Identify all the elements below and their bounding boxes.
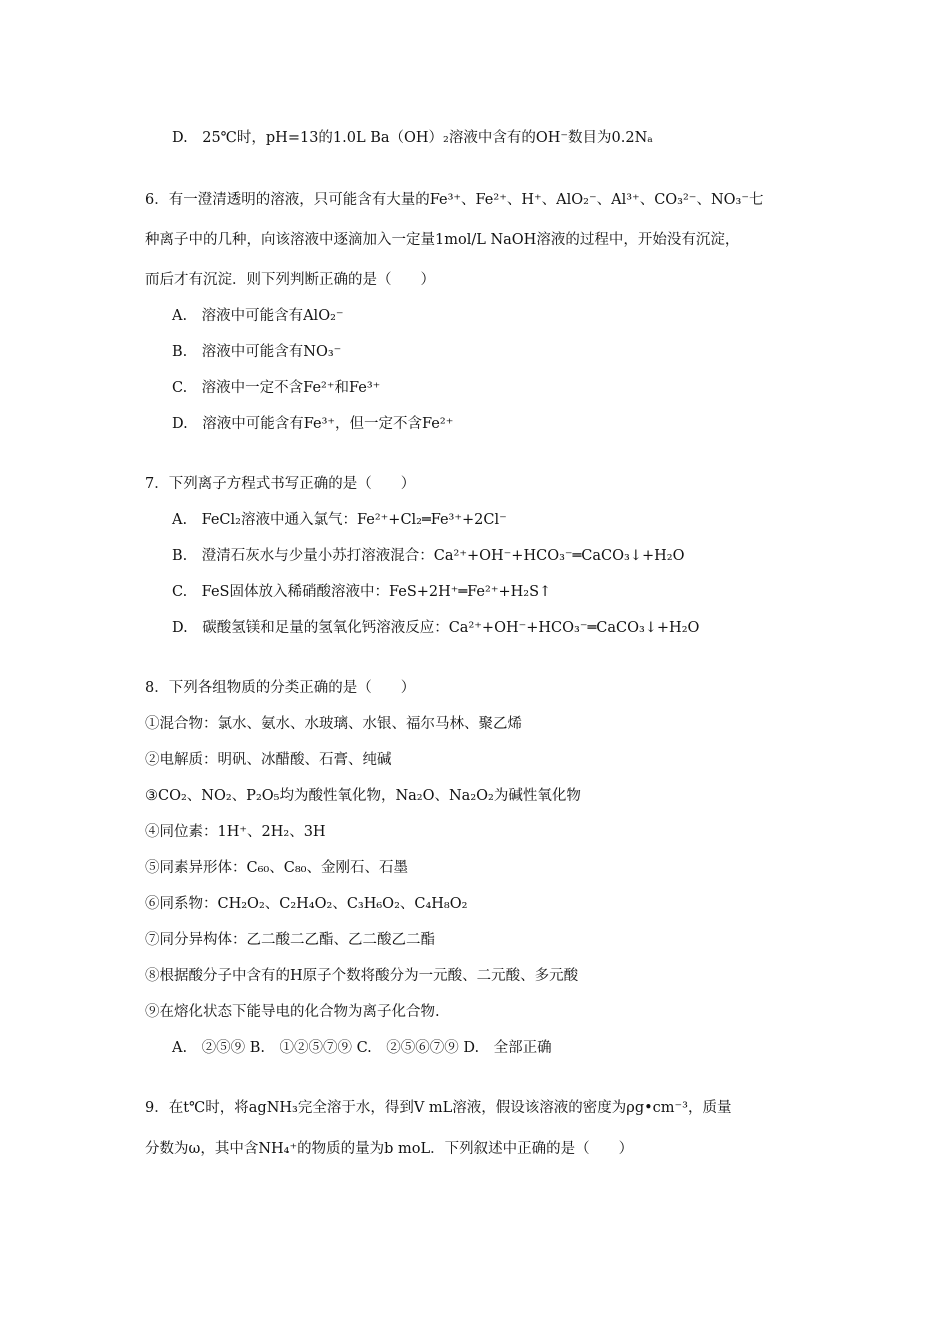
q6-stem-line-2: 种离子中的几种，向该溶液中逐滴加入一定量1mol/L NaOH溶液的过程中，开始没有沉淀， — [145, 232, 740, 248]
q8-item: ⑨在熔化状态下能导电的化合物为离子化合物. — [145, 1004, 440, 1020]
q8-item: ①混合物：氯水、氨水、水玻璃、水银、福尔马林、聚乙烯 — [145, 716, 522, 732]
q7-stem: 7．下列离子方程式书写正确的是（ ） — [145, 476, 416, 492]
q7-option-b: B. 澄清石灰水与少量小苏打溶液混合：Ca²⁺+OH⁻+HCO₃⁻═CaCO₃↓+H₂O — [172, 548, 685, 564]
q8-options: A. ②⑤⑨ B. ①②⑤⑦⑨ C. ②⑤⑥⑦⑨ D. 全部正确 — [172, 1040, 552, 1056]
q8-stem: 8．下列各组物质的分类正确的是（ ） — [145, 680, 416, 696]
q6-stem-line-1: 6．有一澄清透明的溶液，只可能含有大量的Fe³⁺、Fe²⁺、H⁺、AlO₂⁻、Al³⁺、CO₃²⁻、NO₃⁻七 — [145, 192, 764, 208]
q6-option-d: D. 溶液中可能含有Fe³⁺，但一定不含Fe²⁺ — [172, 416, 454, 432]
q8-item: ⑥同系物：CH₂O₂、C₂H₄O₂、C₃H₆O₂、C₄H₈O₂ — [145, 896, 468, 912]
q6-stem-line-3: 而后才有沉淀．则下列判断正确的是（ ） — [145, 272, 435, 288]
q6-option-c: C. 溶液中一定不含Fe²⁺和Fe³⁺ — [172, 380, 381, 396]
q8-item: ⑧根据酸分子中含有的H原子个数将酸分为一元酸、二元酸、多元酸 — [145, 968, 579, 984]
q5-option-d: D. 25℃时，pH=13的1.0L Ba（OH）₂溶液中含有的OH⁻数目为0.2Nₐ — [172, 130, 653, 146]
q7-option-a: A. FeCl₂溶液中通入氯气：Fe²⁺+Cl₂═Fe³⁺+2Cl⁻ — [172, 512, 507, 528]
q7-option-c: C. FeS固体放入稀硝酸溶液中：FeS+2H⁺═Fe²⁺+H₂S↑ — [172, 584, 552, 600]
q6-option-a: A. 溶液中可能含有AlO₂⁻ — [172, 308, 344, 324]
q8-item: ③CO₂、NO₂、P₂O₅均为酸性氧化物，Na₂O、Na₂O₂为碱性氧化物 — [145, 788, 581, 804]
q9-stem-line-2: 分数为ω，其中含NH₄⁺的物质的量为b moL．下列叙述中正确的是（ ） — [145, 1141, 634, 1157]
q8-item: ⑤同素异形体：C₆₀、C₈₀、金刚石、石墨 — [145, 860, 408, 876]
q8-item: ④同位素：1H⁺、2H₂、3H — [145, 824, 326, 840]
q6-option-b: B. 溶液中可能含有NO₃⁻ — [172, 344, 342, 360]
q8-item: ②电解质：明矾、冰醋酸、石膏、纯碱 — [145, 752, 392, 768]
q7-option-d: D. 碳酸氢镁和足量的氢氧化钙溶液反应：Ca²⁺+OH⁻+HCO₃⁻═CaCO₃↓+H₂O — [172, 620, 700, 636]
q8-item: ⑦同分异构体：乙二酸二乙酯、乙二酸乙二酯 — [145, 932, 435, 948]
q9-stem-line-1: 9．在t℃时，将agNH₃完全溶于水，得到V mL溶液，假设该溶液的密度为ρg•cm⁻³，质量 — [145, 1100, 732, 1116]
